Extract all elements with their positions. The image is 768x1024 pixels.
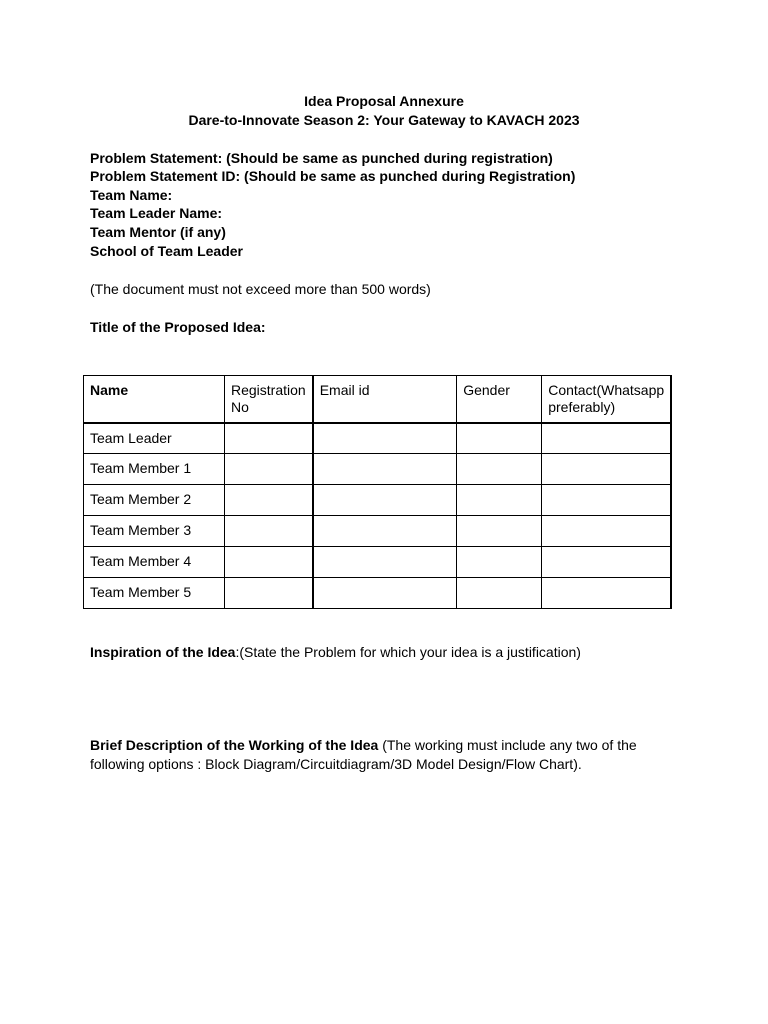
cell-contact[interactable] [542,578,671,609]
cell-contact[interactable] [542,454,671,485]
cell-contact[interactable] [542,516,671,547]
cell-contact[interactable] [542,485,671,516]
header-gender: Gender [457,376,542,423]
cell-gender[interactable] [457,516,542,547]
cell-contact[interactable] [542,547,671,578]
description-text: (The working must include any two of the following options : Block Diagram/Circuitdiagram/3D Model Design/Flow Chart). [90,737,637,772]
cell-email-id[interactable] [313,547,457,578]
table-row [84,423,672,454]
header-registration-no: Registration No [225,376,313,423]
cell-gender[interactable] [457,578,542,609]
problem-statement-label: Problem Statement: (Should be same as punched during registration) [90,150,553,166]
row-label-team-member-4: Team Member 4 [84,547,225,578]
cell-email-id[interactable] [313,454,457,485]
cell-registration-no[interactable] [225,485,313,516]
row-label-team-member-2: Team Member 2 [84,485,225,516]
team-table-header-row [84,376,672,423]
cell-email-id[interactable] [313,423,457,454]
team-name-label: Team Name: [90,187,173,203]
row-label-team-member-5: Team Member 5 [84,578,225,609]
row-label-team-leader: Team Leader [84,423,225,454]
description-paragraph [90,736,650,774]
cell-registration-no[interactable] [225,454,313,485]
team-leader-name-label: Team Leader Name: [90,205,223,221]
cell-email-id[interactable] [313,485,457,516]
row-label-team-member-3: Team Member 3 [84,516,225,547]
inspiration-label: Inspiration of the Idea [90,644,236,660]
table-row [84,547,672,578]
cell-registration-no[interactable] [225,547,313,578]
cell-gender[interactable] [457,454,542,485]
word-limit-note: (The document must not exceed more than 500 words) [90,281,431,297]
inspiration-paragraph [90,643,650,662]
cell-registration-no[interactable] [225,423,313,454]
cell-gender[interactable] [457,423,542,454]
inspiration-text: :(State the Problem for which your idea is a justification) [235,644,581,660]
cell-gender[interactable] [457,547,542,578]
cell-email-id[interactable] [313,516,457,547]
idea-title-label: Title of the Proposed Idea: [90,319,266,335]
description-label: Brief Description of the Working of the Idea [90,737,379,753]
cell-gender[interactable] [457,485,542,516]
cell-email-id[interactable] [313,578,457,609]
team-mentor-label: Team Mentor (if any) [90,224,226,240]
cell-registration-no[interactable] [225,578,313,609]
row-label-team-member-1: Team Member 1 [84,454,225,485]
problem-statement-id-label: Problem Statement ID: (Should be same as punched during Registration) [90,168,576,184]
school-label: School of Team Leader [90,243,243,259]
cell-registration-no[interactable] [225,516,313,547]
header-name: Name [84,376,225,423]
cell-contact[interactable] [542,423,671,454]
document-title: Idea Proposal Annexure [304,93,464,109]
header-email-id: Email id [313,376,457,423]
table-row [84,578,672,609]
team-table [83,375,672,609]
table-row [84,516,672,547]
header-contact: Contact(Whatsapp preferably) [542,376,671,423]
document-subtitle: Dare-to-Innovate Season 2: Your Gateway to KAVACH 2023 [188,112,580,128]
table-row [84,454,672,485]
table-row [84,485,672,516]
